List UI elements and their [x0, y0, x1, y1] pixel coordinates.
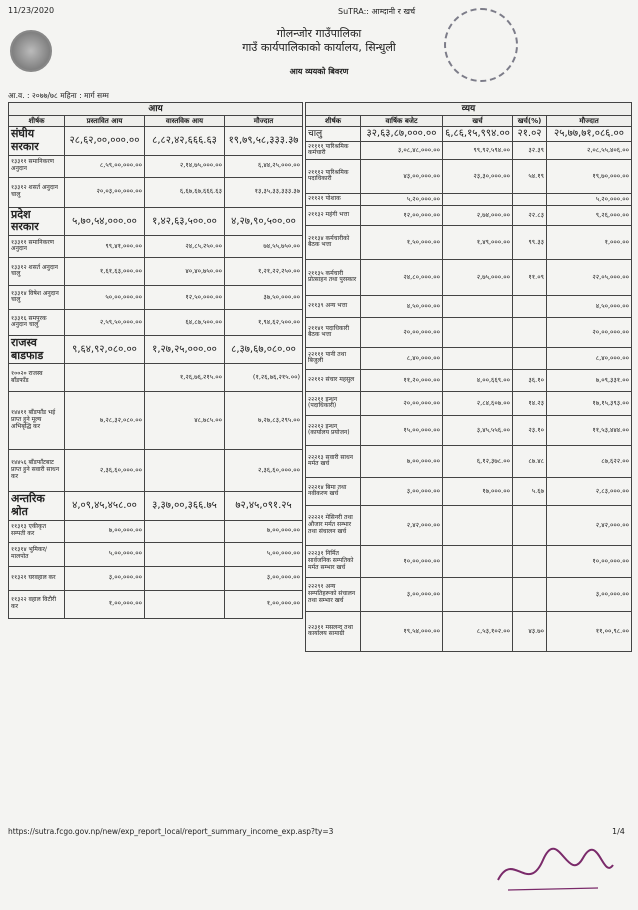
expense-row-c-value: १०,००,०००.०० [547, 545, 632, 577]
income-row [9, 542, 303, 566]
income-row-b-value: ४८,७८५.०० [145, 392, 225, 450]
income-row-a-value: ८,५९,००,०००.०० [65, 155, 145, 177]
income-row-title: अन्तरिक श्रोत [9, 492, 65, 520]
expense-col-percent: खर्च(%) [513, 116, 547, 127]
income-row [9, 127, 303, 155]
expense-row [306, 505, 632, 545]
income-row-a-value: २,३६,६०,०००.०० [65, 450, 145, 492]
expense-row-title: २११३५ कर्मचारी प्रोत्साहन तथा पुरस्कार [306, 259, 361, 295]
income-row-c-value: ७,२७,८३,२९५.०० [225, 392, 303, 450]
income-row-c-value: ३,००,०००.०० [225, 566, 303, 590]
income-row-a-value: ९९,४१,०००.०० [65, 235, 145, 257]
income-row-title: ११३१४ भुमिकर/ मालपोत [9, 542, 65, 566]
expense-row-b-value: ३,४५,५५६.०० [443, 415, 513, 445]
income-row [9, 309, 303, 335]
income-row [9, 450, 303, 492]
expense-row-c-value: ९,२६,०००.०० [547, 205, 632, 225]
expense-row-c-value: ११,५३,४४४.०० [547, 415, 632, 445]
expense-row-p-value: २२.८३ [513, 205, 547, 225]
expense-row-title: २११३२ महंगी भत्ता [306, 205, 361, 225]
income-row-b-value: ८,८२,४२,६६६.६३ [145, 127, 225, 155]
expense-row-title: २११११ पारिश्रमिक कर्मचारी [306, 141, 361, 159]
income-row [9, 492, 303, 520]
expense-row-a-value: १०,००,०००.०० [361, 545, 443, 577]
expense-row-c-value: ८७,६२२.०० [547, 445, 632, 477]
income-row-b-value: २४,८५,२५०.०० [145, 235, 225, 257]
expense-row [306, 611, 632, 651]
expense-row [306, 577, 632, 611]
expense-row-c-value: २०,००,०००.०० [547, 317, 632, 347]
income-row-c-value: १९,७९,५८,३३३.३७ [225, 127, 303, 155]
expense-col-spent: खर्च [443, 116, 513, 127]
income-row-title: १३३११ समानिकरण अनुदान [9, 235, 65, 257]
expense-row-a-value: ३,००,०००.०० [361, 477, 443, 505]
expense-section-heading: व्यय [306, 103, 632, 116]
income-row-a-value: २८,६२,००,०००.०० [65, 127, 145, 155]
expense-row-b-value [443, 193, 513, 205]
income-row [9, 257, 303, 285]
income-row-a-value: २०,०३,००,०००.०० [65, 177, 145, 207]
income-row-a-value: ५०,००,०००.०० [65, 285, 145, 309]
expense-row-b-value: १७,०००.०० [443, 477, 513, 505]
expense-row-title: २१११२ पारिश्रमिक पदाधिकारी [306, 159, 361, 193]
expense-row-a-value: ४३,००,०००.०० [361, 159, 443, 193]
browser-page-title: SuTRA:: आम्दानी र खर्च [338, 7, 416, 16]
income-col-proposed: प्रस्तावित आय [65, 116, 145, 127]
expense-row-c-value: ४,५०,०००.०० [547, 295, 632, 317]
expense-row-title: २२२३१ निर्मित सार्वजनिक सम्पतिको मर्मत सम्भार खर्च [306, 545, 361, 577]
expense-row-title: २२११२ संचार महसुल [306, 369, 361, 391]
income-row-b-value [145, 566, 225, 590]
income-row-c-value: ६,४४,२५,०००.०० [225, 155, 303, 177]
expense-row [306, 347, 632, 369]
expense-row-p-value: ५.६७ [513, 477, 547, 505]
income-row-b-value [145, 450, 225, 492]
income-row [9, 520, 303, 542]
income-row [9, 364, 303, 392]
income-row [9, 392, 303, 450]
income-row-title: १३३१२ शसर्त अनुदान चालु [9, 257, 65, 285]
income-row-title: १४४११ बाँडफाँड भई प्राप्त हुने मूल्य अभिबृद्धि कर [9, 392, 65, 450]
expense-row-p-value: ८७.४८ [513, 445, 547, 477]
expense-row-b-value: १,४९,०००.०० [443, 225, 513, 259]
expense-row-a-value: १९,५४,०००.०० [361, 611, 443, 651]
income-row-a-value: १,६१,६३,०००.०० [65, 257, 145, 285]
income-row [9, 566, 303, 590]
office-name: गाउँ कार्यपालिकाको कार्यालय, सिन्धुली [242, 41, 396, 54]
expense-row-c-value: २२,०५,०००.०० [547, 259, 632, 295]
income-row-b-value: १,२७,२५,०००.०० [145, 335, 225, 363]
income-row-c-value: ४,२७,९०,५००.०० [225, 207, 303, 235]
expense-row-b-value: ८,५३,१०२.०० [443, 611, 513, 651]
expense-row-p-value: २१.०२ [513, 127, 547, 142]
income-row-c-value: ७२,४५,०९१.२५ [225, 492, 303, 520]
income-row-title: १३३१२ शसर्त अनुदान चालु [9, 177, 65, 207]
income-row-title: ११३२२ वहाल विटौरी कर [9, 590, 65, 618]
expense-row-title: २११३४ कर्मचारीको बैठक भत्ता [306, 225, 361, 259]
income-row-c-value: ७४,५५,७५०.०० [225, 235, 303, 257]
expense-row-b-value: २,७४,०००.०० [443, 205, 513, 225]
income-row-a-value: २,५९,५०,०००.०० [65, 309, 145, 335]
income-row-a-value: ७,२८,३२,०८०.०० [65, 392, 145, 450]
expense-row-a-value: २,४२,०००.०० [361, 505, 443, 545]
expense-row-p-value: ११.०९ [513, 259, 547, 295]
expense-row-b-value [443, 545, 513, 577]
income-row-a-value: ४,०९,४५,४५८.०० [65, 492, 145, 520]
expense-row-b-value [443, 577, 513, 611]
income-row-b-value: १,४२,६३,५००.०० [145, 207, 225, 235]
expense-row-p-value: ५४.१९ [513, 159, 547, 193]
income-row-c-value: ७,००,०००.०० [225, 520, 303, 542]
expense-row [306, 477, 632, 505]
expense-row-b-value [443, 347, 513, 369]
expense-row-a-value: ५,२०,०००.०० [361, 193, 443, 205]
expense-row-p-value: ९९.३३ [513, 225, 547, 259]
income-row-a-value: ३,००,०००.०० [65, 566, 145, 590]
expense-row [306, 225, 632, 259]
page-url: https://sutra.fcgo.gov.np/new/exp_report_local/report_summary_income_exp.asp?ty=3 [8, 827, 334, 836]
expense-row-title: २२२९१ अन्य सम्पतिहरूको संचालन तथा सम्भार खर्च [306, 577, 361, 611]
expense-row-a-value: १,५०,०००.०० [361, 225, 443, 259]
expense-row-b-value: ९९,९२,५९४.०० [443, 141, 513, 159]
expense-row [306, 159, 632, 193]
expense-row-p-value [513, 545, 547, 577]
expense-row-c-value: २,८३,०००.०० [547, 477, 632, 505]
expense-col-balance: मौज्दात [547, 116, 632, 127]
expense-row-c-value: ३,००,०००.०० [547, 577, 632, 611]
expense-row-p-value [513, 347, 547, 369]
expense-row-a-value: ७,००,०००.०० [361, 445, 443, 477]
income-col-actual: वास्तविक आय [145, 116, 225, 127]
income-row-title: १३३१४ विषेश अनुदान चालु [9, 285, 65, 309]
income-row [9, 235, 303, 257]
expense-row [306, 295, 632, 317]
expense-row-p-value: २३.१० [513, 415, 547, 445]
expense-row-p-value [513, 577, 547, 611]
income-row-b-value: २,१४,७५,०००.०० [145, 155, 225, 177]
income-row-title: १४४५६ बाँडफाँटबाट प्राप्त हुने सवारी साधन कर [9, 450, 65, 492]
expense-row-p-value: ४३.७० [513, 611, 547, 651]
income-row-b-value: ६,६७,६७,६६६.६३ [145, 177, 225, 207]
income-row-b-value: ४०,४०,७५०.०० [145, 257, 225, 285]
expense-row-b-value: ४,००,६६९.०० [443, 369, 513, 391]
expense-row-c-value: ११,००,९८.०० [547, 611, 632, 651]
expense-row-c-value: २,४२,०००.०० [547, 505, 632, 545]
expense-row-a-value: २४,८०,०००.०० [361, 259, 443, 295]
expense-col-budget: वार्षिक बजेट [361, 116, 443, 127]
expense-row [306, 193, 632, 205]
expense-row [306, 317, 632, 347]
expense-row-title: २११३९ अन्य भत्ता [306, 295, 361, 317]
expense-row-a-value: ३,००,०००.०० [361, 577, 443, 611]
expense-row-title: २२२११ इन्धन (पदाधिकारी) [306, 391, 361, 415]
expense-table [305, 102, 632, 652]
income-table [8, 102, 303, 619]
income-row-a-value: ७,००,०००.०० [65, 520, 145, 542]
expense-row-a-value: ३२,६३,८७,०००.०० [361, 127, 443, 142]
report-title: आय व्ययको बिवरण [289, 67, 349, 76]
expense-row-b-value [443, 505, 513, 545]
income-row-a-value [65, 364, 145, 392]
income-row-title: १३३१६ समपुरक अनुदान चालु [9, 309, 65, 335]
income-row-c-value: १,९४,६२,५००.०० [225, 309, 303, 335]
expense-row [306, 141, 632, 159]
income-row-title: ११३२१ घरवहाल कर [9, 566, 65, 590]
income-row-b-value: ६४,८७,५००.०० [145, 309, 225, 335]
expense-row-p-value: ३६.१० [513, 369, 547, 391]
expense-col-title: शीर्षक [306, 116, 361, 127]
expense-row [306, 205, 632, 225]
expense-row-b-value [443, 295, 513, 317]
expense-row-title: २२२२१ मेसिनरी तथा औजार मर्मत सम्भार तथा संचालन खर्च [306, 505, 361, 545]
income-row [9, 335, 303, 363]
income-row-a-value: ५,००,०००.०० [65, 542, 145, 566]
expense-row-p-value: १४.२३ [513, 391, 547, 415]
expense-row [306, 369, 632, 391]
expense-row-title: २२२१४ बिमा तथा नवीकरण खर्च [306, 477, 361, 505]
expense-row-p-value [513, 193, 547, 205]
income-row [9, 155, 303, 177]
expense-row-b-value: ६,१२,३७८.०० [443, 445, 513, 477]
expense-row-a-value: १५,००,०००.०० [361, 415, 443, 445]
expense-row-title: २२२१३ सवारी साधन मर्मत खर्च [306, 445, 361, 477]
expense-row [306, 127, 632, 142]
income-row-c-value: १,२१,२२,२५०.०० [225, 257, 303, 285]
expense-row [306, 545, 632, 577]
expense-row-b-value: २,७५,०००.०० [443, 259, 513, 295]
expense-row-p-value [513, 295, 547, 317]
income-row-c-value: ८,३७,६७,०८०.०० [225, 335, 303, 363]
income-row [9, 285, 303, 309]
expense-row-b-value [443, 317, 513, 347]
fiscal-year-month: आ.व. : २०७७/७८ महिना : मार्ग सम्म [8, 91, 109, 100]
expense-row-title: २२३११ मसलन्द तथा कार्यालय सामाग्री [306, 611, 361, 651]
expense-row-title: २२२१२ इन्धन (कार्यालय प्रयोजन) [306, 415, 361, 445]
income-row-c-value: २,३६,६०,०००.०० [225, 450, 303, 492]
expense-row-b-value: ६,८६,१५,९९४.०० [443, 127, 513, 142]
expense-row-c-value: २५,७७,७१,०८६.०० [547, 127, 632, 142]
income-row-b-value [145, 520, 225, 542]
income-row [9, 207, 303, 235]
expense-row [306, 445, 632, 477]
income-row-c-value: ५,००,०००.०० [225, 542, 303, 566]
expense-row-a-value: ३,०८,४८,०००.०० [361, 141, 443, 159]
income-row-b-value: १२,५०,०००.०० [145, 285, 225, 309]
income-row [9, 590, 303, 618]
income-row-b-value [145, 542, 225, 566]
expense-row-title: चालु [306, 127, 361, 142]
income-row-a-value: ५,७०,५४,०००.०० [65, 207, 145, 235]
expense-row-title: २२१११ पानी तथा बिजुली [306, 347, 361, 369]
income-row-title: १००२० राजस्व बाँडफाँड [9, 364, 65, 392]
expense-row-a-value: ८,४०,०००.०० [361, 347, 443, 369]
expense-row [306, 259, 632, 295]
income-col-title: शीर्षक [9, 116, 65, 127]
page-number: 1/4 [612, 827, 625, 836]
municipality-name: गोलन्जोर गाउँपालिका [276, 27, 362, 40]
expense-row-p-value: ३२.३९ [513, 141, 547, 159]
expense-row-c-value: १७,१५,३९३.०० [547, 391, 632, 415]
income-row-c-value: १,००,०००.०० [225, 590, 303, 618]
income-row-a-value: ९,६४,९२,०८०.०० [65, 335, 145, 363]
income-row-b-value: १,२६,७६,२१५.०० [145, 364, 225, 392]
signature-image [488, 840, 618, 902]
income-row-title: राजस्व बाडफाड [9, 335, 65, 363]
income-row-title: संघीय सरकार [9, 127, 65, 155]
income-row-c-value: (१,२६,७६,२१५.००) [225, 364, 303, 392]
expense-row-b-value: २३,३०,०००.०० [443, 159, 513, 193]
expense-row-b-value: २,८४,६०७.०० [443, 391, 513, 415]
income-row [9, 177, 303, 207]
expense-row-p-value [513, 505, 547, 545]
income-section-heading: आय [9, 103, 303, 116]
income-row-title: १३३११ समानिकरण अनुदान [9, 155, 65, 177]
income-row-title: ११३१३ एकीकृत सम्पती कर [9, 520, 65, 542]
income-row-b-value [145, 590, 225, 618]
expense-row-title: २११४१ पदाधिकारी बैठक भत्ता [306, 317, 361, 347]
income-row-b-value: ३,३७,००,३६६.७५ [145, 492, 225, 520]
expense-row [306, 391, 632, 415]
print-date: 11/23/2020 [8, 6, 55, 15]
expense-row-a-value: ४,५०,०००.०० [361, 295, 443, 317]
expense-row-c-value: १,०००.०० [547, 225, 632, 259]
expense-row [306, 415, 632, 445]
expense-row-c-value: ७,०९,३३१.०० [547, 369, 632, 391]
expense-row-c-value: १९,७०,०००.०० [547, 159, 632, 193]
expense-row-c-value: ५,२०,०००.०० [547, 193, 632, 205]
income-row-title: प्रदेश सरकार [9, 207, 65, 235]
income-row-c-value: १३,३५,३३,३३३.३७ [225, 177, 303, 207]
income-row-a-value: १,००,०००.०० [65, 590, 145, 618]
expense-row-c-value: २,०८,५५,४०६.०० [547, 141, 632, 159]
income-col-balance: मौज्दात [225, 116, 303, 127]
expense-row-a-value: २०,००,०००.०० [361, 391, 443, 415]
expense-row-a-value: २०,००,०००.०० [361, 317, 443, 347]
expense-row-a-value: १२,००,०००.०० [361, 205, 443, 225]
income-row-c-value: ३७,५०,०००.०० [225, 285, 303, 309]
expense-row-p-value [513, 317, 547, 347]
expense-row-a-value: ११,२०,०००.०० [361, 369, 443, 391]
expense-row-title: २११२१ पोशाक [306, 193, 361, 205]
expense-row-c-value: ८,४०,०००.०० [547, 347, 632, 369]
